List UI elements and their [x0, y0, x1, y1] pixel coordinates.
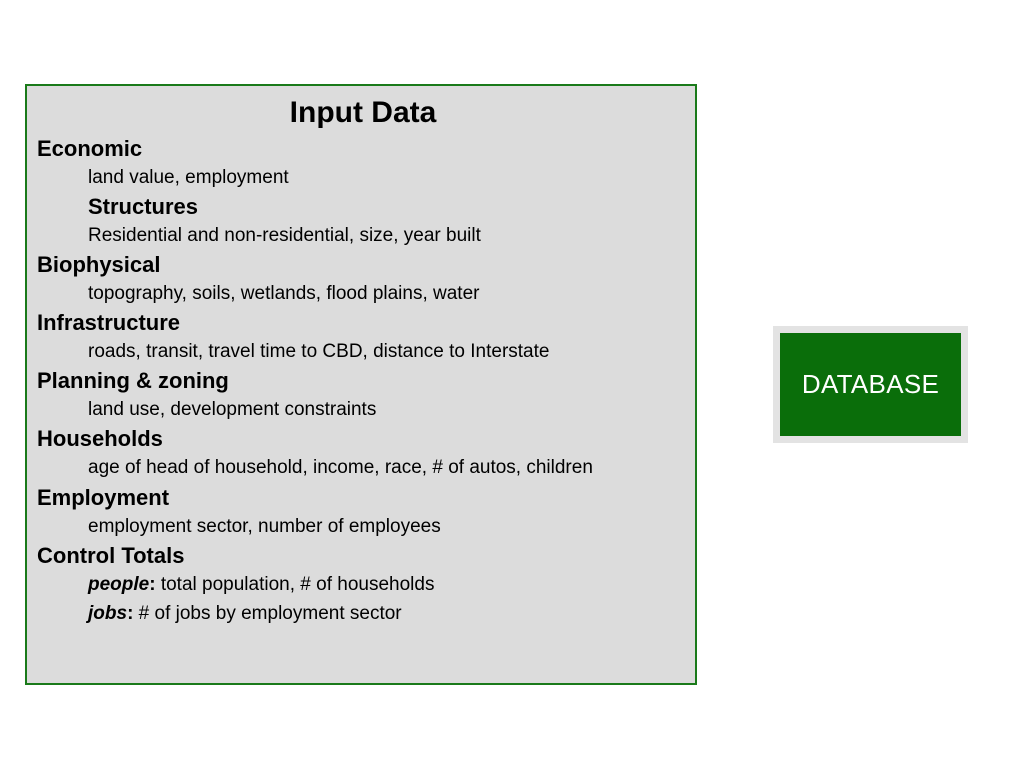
database-label: DATABASE [801, 369, 940, 399]
section-detail-planning-zoning: land use, development constraints [88, 399, 377, 420]
control-total-colon: : [127, 603, 134, 624]
control-total-term: people [88, 574, 150, 595]
control-total-jobs [37, 599, 687, 628]
section-heading-control-totals: Control Totals [37, 543, 185, 568]
section-heading-employment: Employment [37, 485, 170, 510]
section-detail-biophysical: topography, soils, wetlands, flood plains, water [88, 283, 480, 304]
control-total-text: # of jobs by employment sector [133, 603, 402, 624]
section-detail-economic: land value, employment [88, 167, 289, 188]
database-box [773, 326, 968, 443]
section-detail-households: age of head of household, income, race, # of autos, children [88, 457, 593, 478]
section-heading-planning-zoning: Planning & zoning [37, 368, 229, 393]
control-total-people [37, 570, 687, 599]
section-detail-infrastructure: roads, transit, travel time to CBD, distance to Interstate [88, 341, 550, 362]
section-detail-employment: employment sector, number of employees [88, 516, 441, 537]
input-data-content [37, 134, 687, 628]
section-heading-economic: Economic [37, 136, 143, 161]
section-heading-biophysical: Biophysical [37, 252, 161, 277]
control-total-term: jobs [88, 603, 128, 624]
control-total-colon: : [149, 574, 156, 595]
input-data-box [25, 84, 697, 685]
subsection-heading-structures: Structures [88, 194, 199, 219]
control-total-text: total population, # of households [155, 574, 435, 595]
section-heading-infrastructure: Infrastructure [37, 310, 181, 335]
section-heading-households: Households [37, 426, 163, 451]
database-block [780, 333, 961, 436]
input-data-title: Input Data [289, 96, 437, 129]
subsection-detail-structures: Residential and non-residential, size, year built [88, 225, 481, 246]
